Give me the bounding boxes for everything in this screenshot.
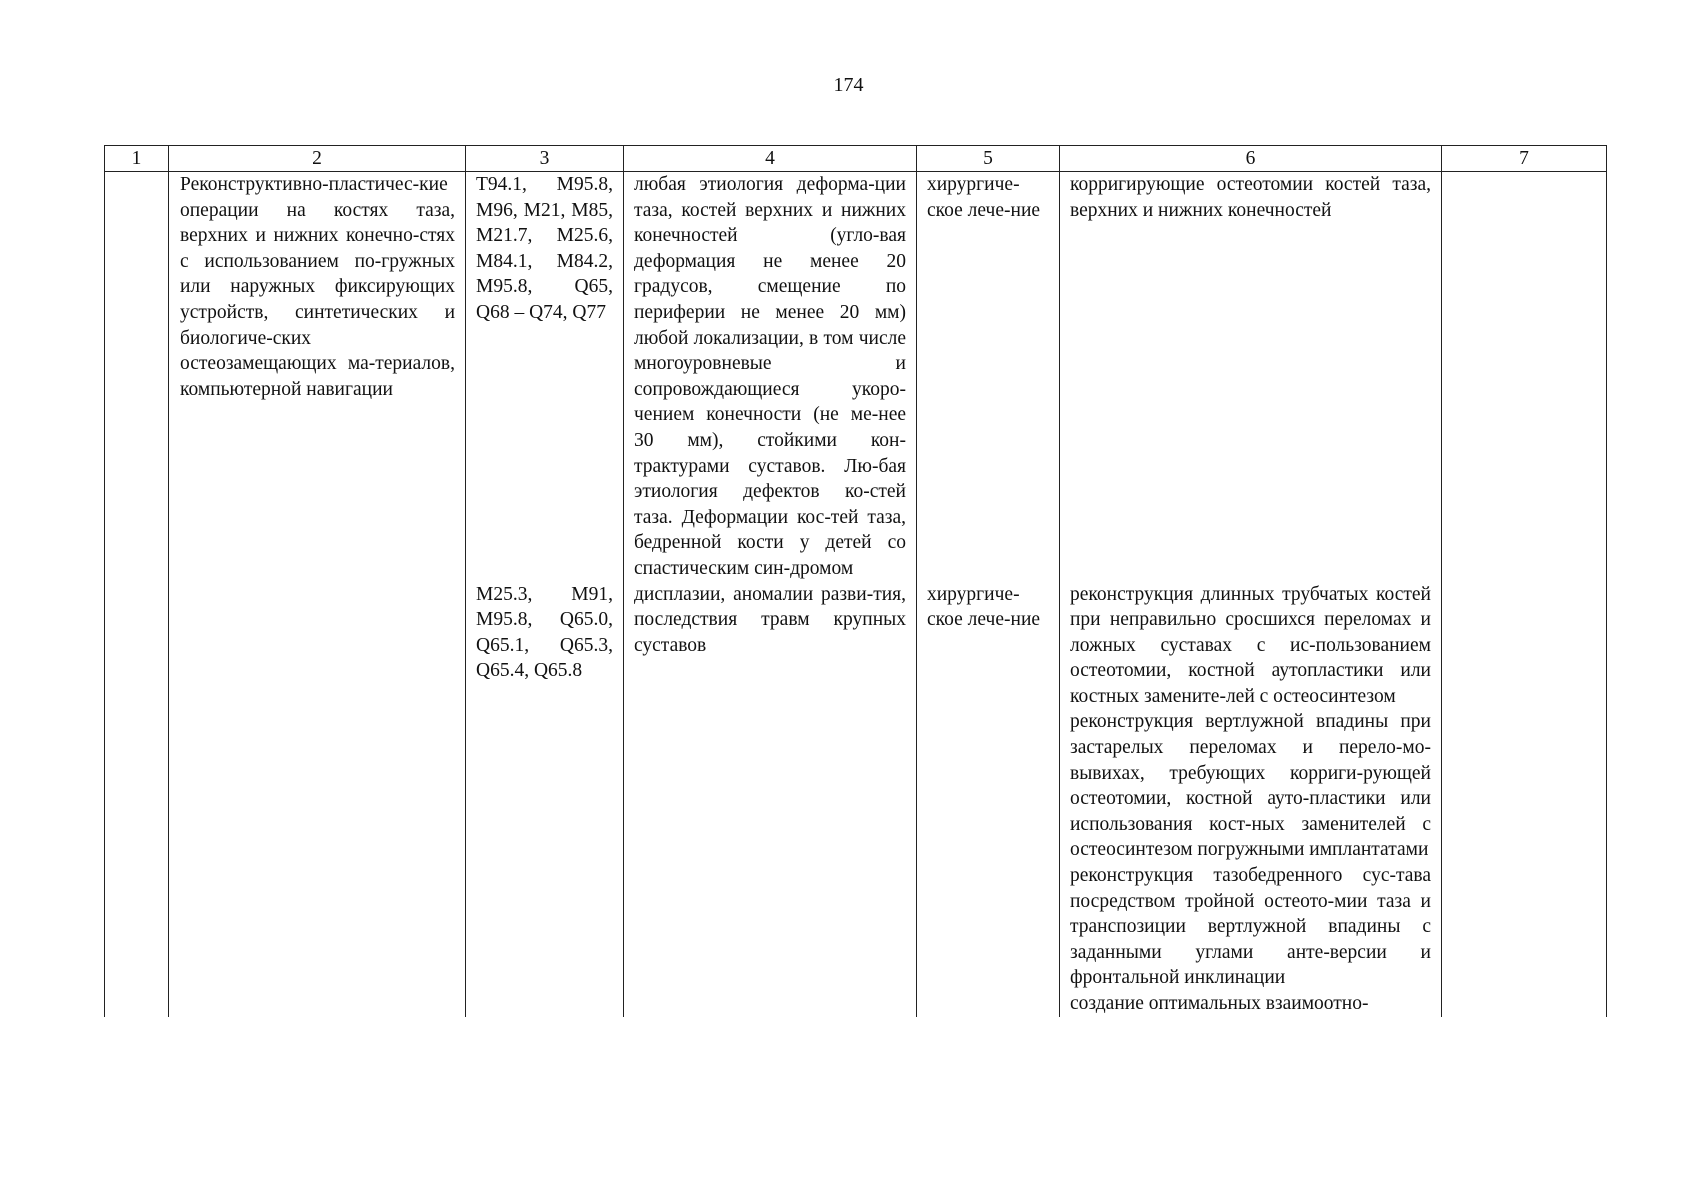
cost-cell [1442, 582, 1607, 1017]
treatment-method-cell [1060, 172, 1442, 582]
treatment-type-cell: хирургиче-ское лече-ние [917, 582, 1060, 1017]
header-col-6: 6 [1060, 146, 1442, 172]
header-row [105, 146, 1607, 172]
procedures-table [104, 145, 1607, 1017]
header-col-1: 1 [105, 146, 169, 172]
disease-model-cell: любая этиология деформа-ции таза, костей верхних и нижних конечностей (угло-вая деформация не менее 20 градусов, смещение по периферии не менее 20 мм) любой локализации, в том числе многоуровневые и сопровождающиеся укоро-чением конечности (не ме-нее 30 мм), стойкими кон-трактурами суставов. Лю-бая этиология дефектов ко-стей таза. Деформации кос-тей таза, бедренной кости у детей со спастическим син-дромом [624, 172, 917, 582]
procedure-name-cell [169, 582, 466, 1017]
treatment-method-text: реконструкция тазобедренного сус-тава посредством тройной остеото-мии таза и транспозиции вертлужной впадины с заданными углами анте-версии и фронтальной инклинации [1070, 865, 1431, 989]
table-row [105, 172, 1607, 582]
disease-model-cell: дисплазии, аномалии разви-тия, последствия травм крупных суставов [624, 582, 917, 1017]
treatment-method-text: реконструкция длинных трубчатых костей при неправильно сросшихся переломах и ложных суставах с ис-пользованием остеотомии, костной аутопластики или костных замените-лей с остеосинтезом [1070, 583, 1431, 707]
header-col-7: 7 [1442, 146, 1607, 172]
header-col-2: 2 [169, 146, 466, 172]
diagnosis-codes-cell: T94.1, M95.8, M96, M21, M85, M21.7, M25.6, M84.1, M84.2, M95.8, Q65, Q68 – Q74, Q77 [466, 172, 624, 582]
treatment-method-text: создание оптимальных взаимоотно- [1070, 993, 1369, 1014]
header-col-5: 5 [917, 146, 1060, 172]
diagnosis-codes-cell: M25.3, M91, M95.8, Q65.0, Q65.1, Q65.3, Q65.4, Q65.8 [466, 582, 624, 1017]
header-col-3: 3 [466, 146, 624, 172]
row-number-cell [105, 172, 169, 582]
treatment-method-text: корригирующие остеотомии костей таза, верхних и нижних конечностей [1070, 174, 1431, 221]
table-row [105, 582, 1607, 1017]
procedure-name-cell: Реконструктивно-пластичес-кие операции на костях таза, верхних и нижних конечно-стях с использованием по-гружных или наружных фиксирующих устройств, синтетических и биологиче-ских остеозамещающих ма-териалов, компьютерной навигации [169, 172, 466, 582]
treatment-method-text: реконструкция вертлужной впадины при застарелых переломах и перело-мо-вывихах, требующих корриги-рующей остеотомии, костной ауто-пластики или использования кост-ных заменителей с остеосинтезом погружными имплантатами [1070, 711, 1431, 861]
cost-cell [1442, 172, 1607, 582]
page-number: 174 [833, 74, 864, 96]
row-number-cell [105, 582, 169, 1017]
header-col-4: 4 [624, 146, 917, 172]
treatment-type-cell: хирургиче-ское лече-ние [917, 172, 1060, 582]
treatment-method-cell [1060, 582, 1442, 1017]
